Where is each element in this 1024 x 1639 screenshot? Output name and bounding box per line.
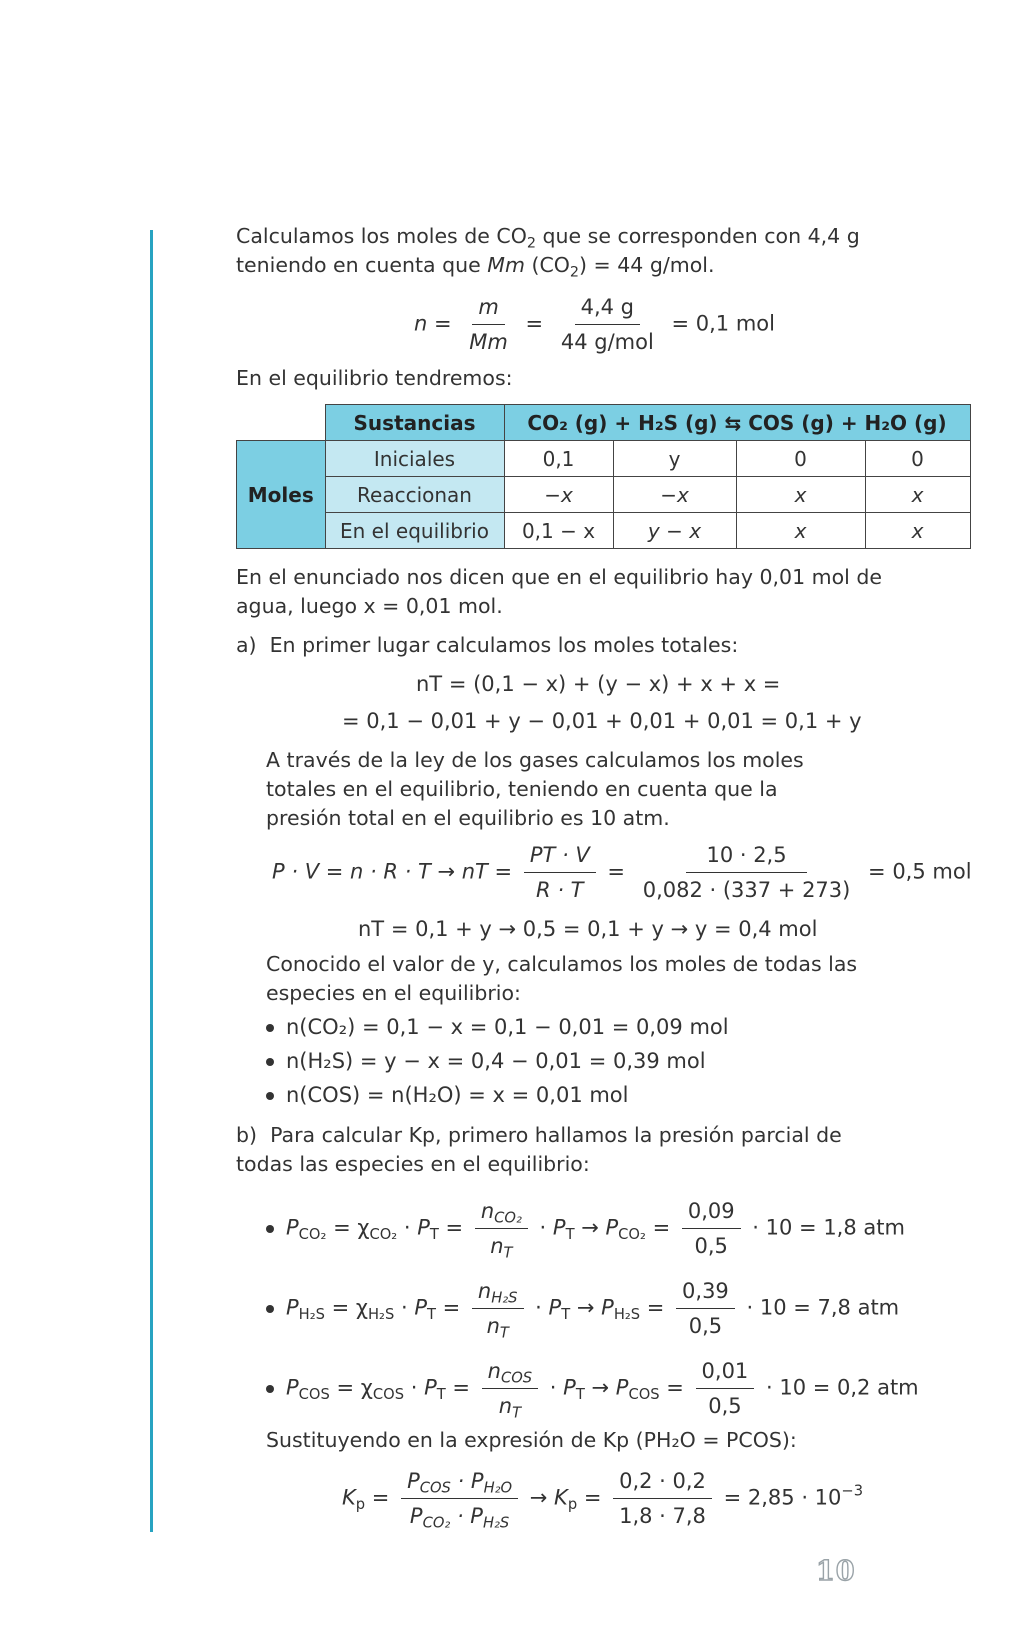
intro-paragraph: Calculamos los moles de $CO_2$ que se corresponden con 4,4 g teniendo en cuenta que Mm $(CO_2) = 44$ g/mol. (236, 224, 860, 281)
nt-solve-equation: nT = 0,1 + y → 0,5 = 0,1 + y → y = 0,4 mol (358, 917, 818, 941)
part-a-intro: a) En primer lugar calculamos los moles totales: (236, 633, 739, 657)
total-moles-eq-1: nT = (0,1 − x) + (y − x) + x + x = (416, 672, 781, 696)
equilibrium-label: En el equilibrio tendremos: (236, 366, 513, 390)
table-header-sustancias: Sustancias (325, 405, 504, 441)
equilibrium-table (236, 404, 971, 549)
table-row-group-moles: Moles (237, 441, 326, 549)
ideal-gas-equation: P · V = n · R · T → nT = $\frac{PT \cdot V}{R \cdot T}$ = $\frac{10 \cdot 2,5}{0,082 \cdot (337 + 273)}$ = 0,5 mol (272, 840, 972, 905)
conocido-paragraph: Conocido el valor de y, calculamos los moles de todas las especies en el equilibrio: (266, 952, 858, 1005)
fraction-m-mm: $\frac{m}{Mm}$ (463, 292, 514, 357)
partial-pressure-cos: $P_{COS} = \chi_{COS} \cdot P_T$ = $\frac{n_{COS}}{n_T}$ · $P_T \to P_{COS}$ = $\frac{0,01}{0,5}$ · 10 = 0,2 atm (266, 1356, 919, 1421)
list-item: n(COS) = n(H₂O) = x = 0,01 mol (266, 1083, 629, 1107)
partial-pressure-h2s: $P_{H_2S} = \chi_{H_2S} \cdot P_T$ = $\frac{n_{H_2S}}{n_T}$ · $P_T \to P_{H_2S}$ = $\frac{0,39}{0,5}$ · 10 = 7,8 atm (266, 1276, 899, 1341)
sustituyendo-paragraph: Sustituyendo en la expresión de Kp (PH₂O = PCOS): (266, 1428, 797, 1452)
page-number: 10 (816, 1556, 856, 1587)
fraction-values: $\frac{10 \cdot 2,5}{0,082 \cdot (337 + 273)}$ (637, 840, 857, 905)
fraction-mass: $\frac{4,4 g}{\text{44 g/mol}}$ (555, 292, 660, 357)
table-row: Reaccionan −x −x x x (237, 477, 971, 513)
moles-equation: n = $\frac{m}{Mm}$ = $\frac{4,4 g}{\text{44 g/mol}}$ = 0,1 mol (414, 292, 775, 357)
part-b-intro: b) Para calcular Kp, primero hallamos la presión parcial de todas las especies en el equilibrio: (236, 1123, 842, 1176)
partial-pressure-co2: $P_{CO_2} = \chi_{CO_2} \cdot P_T$ = $\frac{n_{CO_2}}{n_T}$ · $P_T \to P_{CO_2}$ = $\frac{0,09}{0,5}$ · 10 = 1,8 atm (266, 1196, 905, 1261)
list-item: n(H₂S) = y − x = 0,4 − 0,01 = 0,39 mol (266, 1049, 706, 1073)
enunciado-paragraph: En el enunciado nos dicen que en el equilibrio hay 0,01 mol de agua, luego x = 0,01 mol. (236, 565, 883, 618)
sidebar-accent-rule (150, 230, 153, 1532)
kp-equation: $K_p$ = $\frac{P_{COS} \cdot P_{H_2O}}{P_{CO_2} \cdot P_{H_2S}}$ → $K_p$ = $\frac{0,2 \cdot 0,2}{1,8 \cdot 7,8}$ = $2,85 \cdot 10^{-3}$ (342, 1466, 863, 1531)
gases-paragraph: A través de la ley de los gases calculamos los moles totales en el equilibrio, teniendo en cuenta que la presión total en el equilibrio es 10 atm. (266, 748, 804, 830)
list-item: n(CO₂) = 0,1 − x = 0,1 − 0,01 = 0,09 mol (266, 1015, 729, 1039)
table-header-reaction: CO₂ (g) + H₂S (g) ⇆ COS (g) + H₂O (g) (504, 405, 970, 441)
fraction-pv-rt: $\frac{PT \cdot V}{R \cdot T}$ (524, 840, 596, 905)
table-row: En el equilibrio 0,1 − x y − x x x (237, 513, 971, 549)
table-row: Moles Iniciales 0,1 y 0 0 (237, 441, 971, 477)
total-moles-eq-2: = 0,1 − 0,01 + y − 0,01 + 0,01 + 0,01 = 0,1 + y (342, 709, 862, 733)
